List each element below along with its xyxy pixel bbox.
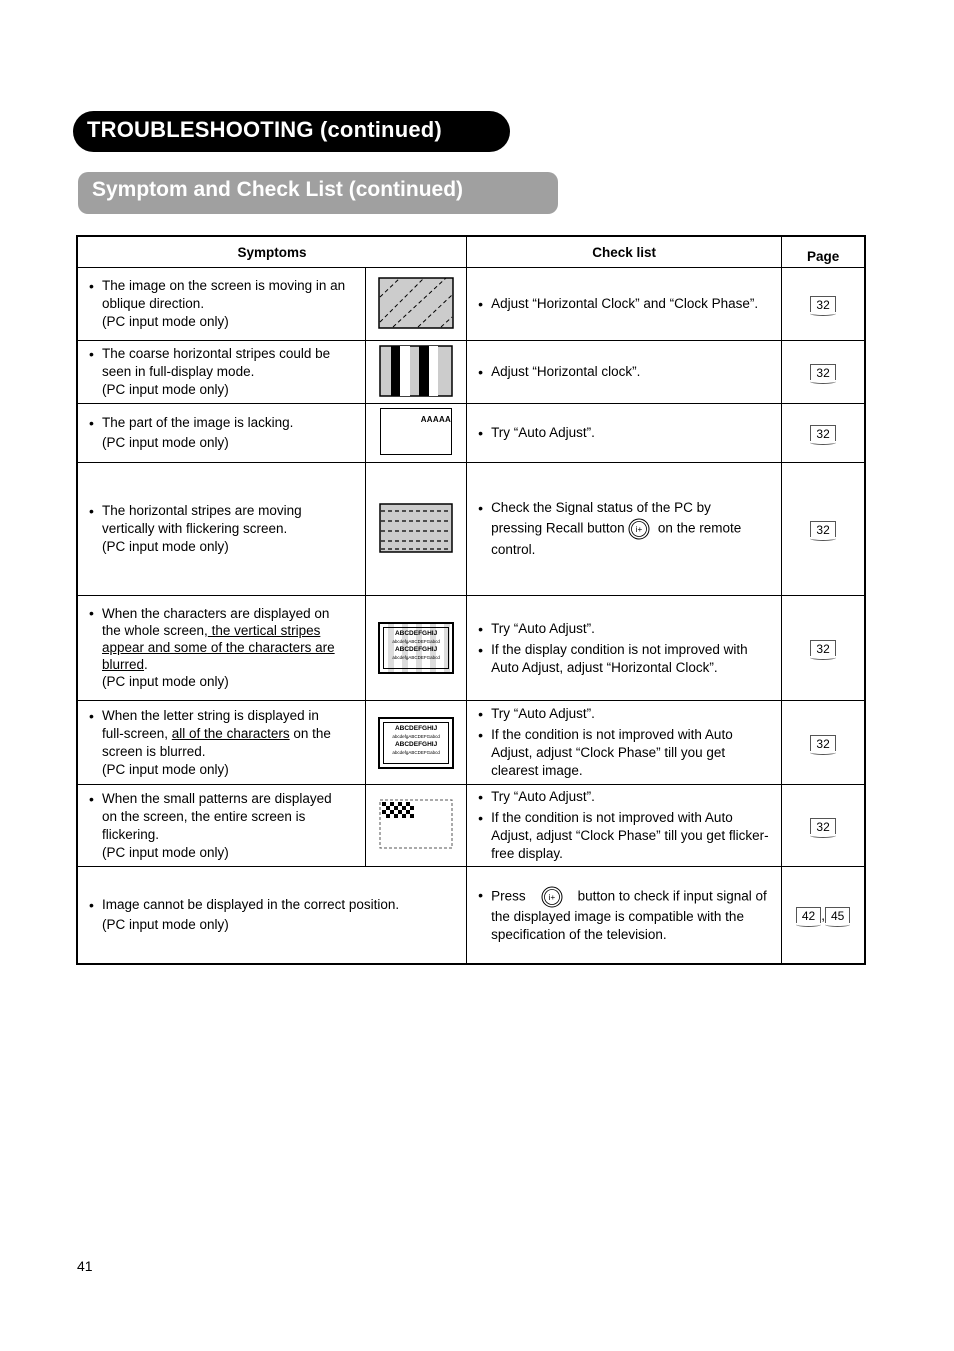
symptom-text: When the characters are displayed on (102, 606, 330, 621)
symptom-text: on the (289, 725, 331, 741)
check-cell (467, 867, 782, 964)
sample-text-line: ABCDEFGHIJ (394, 630, 438, 637)
page-reference[interactable]: 32 (810, 735, 835, 751)
check-cell (467, 785, 782, 867)
symptom-cell (77, 785, 366, 867)
page-reference[interactable]: 32 (810, 818, 835, 834)
check-item: Press (491, 888, 526, 904)
page-reference[interactable]: 32 (810, 425, 835, 441)
check-item: • If the display condition is not improved with Auto Adjust, adjust “Horizontal Clock”. (491, 641, 775, 677)
symptom-text: When the small patterns are displayed (102, 790, 332, 806)
striped-text-icon (366, 596, 467, 701)
info-button-icon (541, 886, 563, 908)
check-item: • Adjust “Horizontal Clock” and “Clock Phase”. (491, 295, 775, 313)
subsection-title-banner (78, 172, 558, 214)
symptom-cell (77, 404, 366, 463)
symptom-text: The coarse horizontal stripes could be (102, 346, 331, 361)
sample-text-line: ABCDEFGHIJ (394, 646, 438, 653)
symptom-text: . (144, 657, 148, 672)
symptom-text: screen is blurred. (102, 743, 206, 759)
cropped-text-icon (366, 404, 467, 463)
table-row (77, 596, 865, 701)
check-cell (467, 701, 782, 785)
check-cell (467, 341, 782, 404)
sample-text-line: abcdefgABCDEFGabcd (392, 733, 440, 739)
section-title: TROUBLESHOOTING (continued) (87, 117, 442, 142)
symptom-check-table (76, 235, 866, 965)
page-reference[interactable]: 42 (796, 907, 821, 923)
symptom-text: on the screen, the entire screen is (102, 808, 306, 824)
page-reference[interactable]: 32 (810, 521, 835, 537)
symptom-text: oblique direction. (102, 296, 205, 311)
check-cell (467, 268, 782, 341)
oblique-stripes-icon (366, 268, 467, 341)
page-cell (782, 268, 865, 341)
symptom-text: vertically with flickering screen. (102, 521, 288, 536)
symptom-text-underlined: all of the characters (171, 725, 290, 741)
header-checklist: Check list (467, 236, 782, 268)
symptom-text-underlined: blurred (102, 657, 145, 672)
header-page (782, 236, 865, 268)
symptom-text-underlined: appear and some of the characters are (102, 640, 335, 655)
check-item: control. (491, 542, 536, 557)
page-reference[interactable]: 32 (810, 640, 835, 656)
check-item: the displayed image is compatible with the (491, 908, 744, 924)
symptom-note: (PC input mode only) (102, 435, 229, 450)
check-item: specification of the television. (491, 926, 667, 942)
check-item: button to check if input signal of (577, 888, 767, 904)
symptom-text: • The part of the image is lacking. (102, 414, 359, 432)
symptom-note: (PC input mode only) (102, 382, 229, 397)
sample-text-line: abcdefgABCDEFGabcd (392, 749, 440, 755)
check-item: • Try “Auto Adjust”. (491, 620, 775, 638)
symptom-note: (PC input mode only) (102, 674, 229, 689)
sample-text-line: ABCDEFGHIJ (394, 724, 438, 732)
page-reference[interactable]: 32 (810, 364, 835, 380)
symptom-text: full-screen, (102, 725, 172, 741)
table-row (77, 463, 865, 596)
blurred-text-icon (366, 701, 467, 785)
section-title-banner (73, 111, 510, 152)
check-item: • If the condition is not improved with Auto Adjust, adjust “Clock Phase” till you get clearest image. (491, 726, 775, 780)
sample-text-line: abcdefgABCDEFGabcd (392, 639, 440, 644)
table-row (77, 341, 865, 404)
symptom-cell (77, 268, 366, 341)
symptom-text: • Image cannot be displayed in the correct position. (102, 896, 460, 914)
symptom-text: When the letter string is displayed in (102, 707, 319, 723)
table-row (77, 268, 865, 341)
check-item: on the remote (657, 520, 742, 536)
sample-text-line: ABCDEFGHIJ (394, 740, 438, 748)
page-reference[interactable]: 32 (810, 296, 835, 312)
page-cell (782, 463, 865, 596)
check-item: • Try “Auto Adjust”. (491, 705, 775, 723)
page-reference[interactable]: 45 (825, 907, 850, 923)
symptom-text: The image on the screen is moving in an (102, 278, 346, 293)
check-cell (467, 463, 782, 596)
page-cell (782, 341, 865, 404)
header-symptoms: Symptoms (77, 236, 467, 268)
symptom-text: the whole screen, (102, 623, 208, 638)
symptom-cell (77, 596, 366, 701)
check-cell (467, 596, 782, 701)
check-item: • If the condition is not improved with Auto Adjust, adjust “Clock Phase” till you get flicker-free display. (491, 809, 775, 863)
symptom-note: (PC input mode only) (102, 844, 229, 860)
recall-button-icon (628, 518, 650, 540)
page-cell (782, 701, 865, 785)
check-item: • Adjust “Horizontal clock”. (491, 363, 775, 381)
svg-text:i+: i+ (636, 525, 643, 534)
symptom-note: (PC input mode only) (102, 314, 229, 329)
sample-text-line: abcdefgABCDEFGabcd (392, 655, 440, 660)
page-cell (782, 404, 865, 463)
check-item: Check the Signal status of the PC by (491, 500, 711, 515)
check-cell (467, 404, 782, 463)
symptom-text-underlined: the vertical stripes (207, 623, 321, 638)
symptom-cell (77, 463, 366, 596)
symptom-note: (PC input mode only) (102, 761, 229, 777)
symptom-cell (77, 701, 366, 785)
vertical-bars-icon (366, 341, 467, 404)
symptom-text: flickering. (102, 826, 160, 842)
symptom-note: (PC input mode only) (102, 539, 229, 554)
table-row (77, 867, 865, 964)
table-row (77, 404, 865, 463)
svg-text:i+: i+ (548, 892, 555, 902)
table-header-row (77, 236, 865, 268)
check-item: pressing Recall button (491, 520, 625, 536)
symptom-cell (77, 341, 366, 404)
subsection-title: Symptom and Check List (continued) (92, 178, 464, 201)
page-separator: , (821, 907, 825, 923)
checker-pattern-icon (366, 785, 467, 867)
header-page-label: Page (806, 248, 840, 264)
page-cell (782, 867, 865, 964)
page-cell (782, 785, 865, 867)
page-cell (782, 596, 865, 701)
symptom-text: The horizontal stripes are moving (102, 503, 302, 518)
table-row (77, 701, 865, 785)
horizontal-dashed-stripes-icon (366, 463, 467, 596)
check-item: • Try “Auto Adjust”. (491, 424, 775, 442)
page-number: 41 (77, 1258, 93, 1274)
symptom-note: (PC input mode only) (102, 916, 229, 932)
symptom-cell (77, 867, 467, 964)
symptom-text: seen in full-display mode. (102, 364, 255, 379)
check-item: • Try “Auto Adjust”. (491, 788, 775, 806)
cropped-text-sample: AAAAA (420, 415, 452, 424)
table-row (77, 785, 865, 867)
